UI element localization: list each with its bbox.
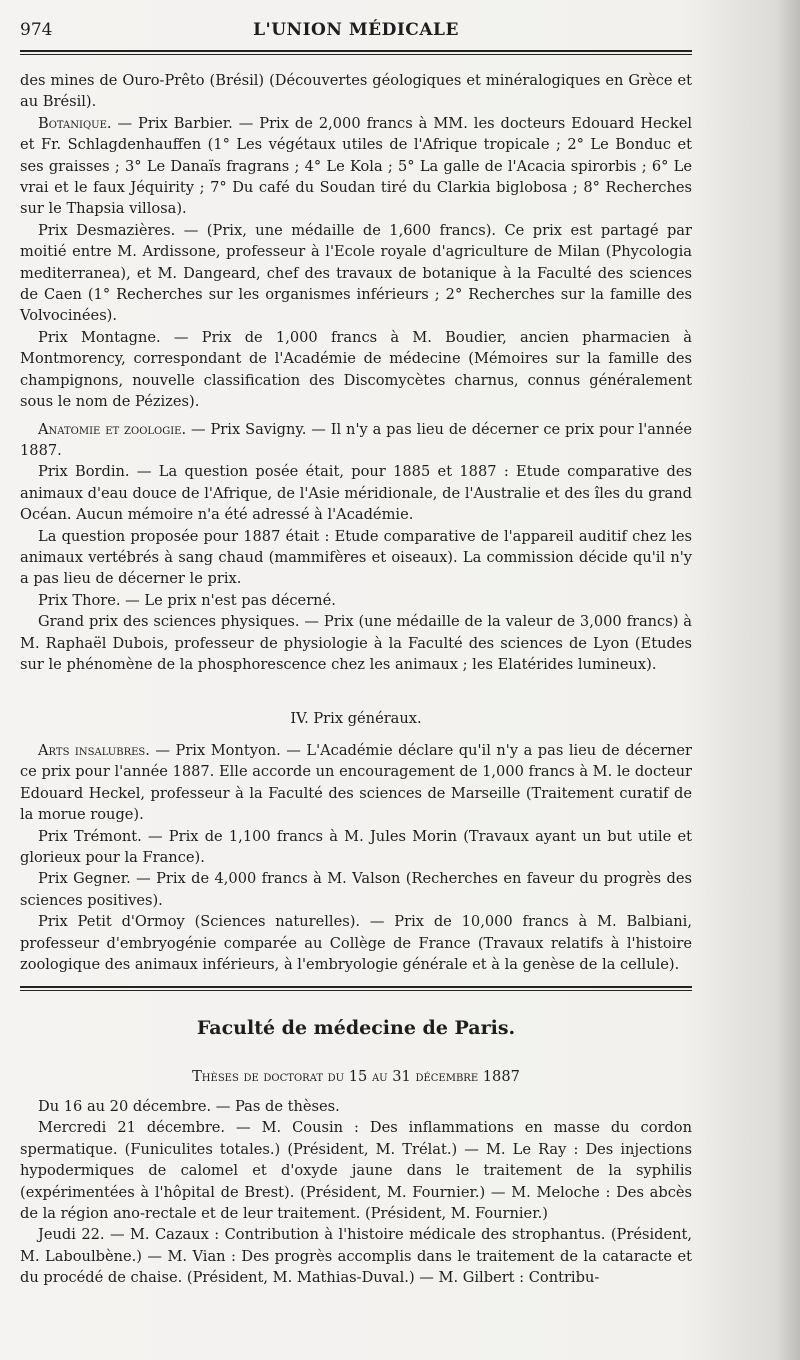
paragraph-anatomie: Anatomie et zoologie. — Prix Savigny. — Il n'y a pas lieu de décerner ce prix pour l'année 1887. [20,420,692,459]
paragraph-montagne: Prix Montagne. — Prix de 1,000 francs à M. Boudier, ancien pharmacien à Montmorency, correspondant de l'Académie de médecine (Mémoires sur la famille des champignons, nouvelle classification des Discomycètes charnus, connus généralement sous le nom de Pézizes). [20,328,692,411]
paragraph-botanique: Botanique. — Prix Barbier. — Prix de 2,000 francs à MM. les docteurs Edouard Heckel et Fr. Schlagdenhauffen (1° Les végétaux utiles de l'Afrique tropicale ; 2° Le Bonduc et ses graisses ; 3° Le Danaïs fragrans ; 4° Le Kola ; 5° La galle de l'Acacia spirorbis ; 6° Le vrai et le faux Jéquirity ; 7° Du café du Soudan tiré du Clarkia biglobosa ; 8° Recherches sur le Thapsia villosa). [20,114,692,218]
section-divider-rule [20,986,692,991]
paragraph-ormoy: Prix Petit d'Ormoy (Sciences naturelles). — Prix de 10,000 francs à M. Balbiani, professeur d'embryogénie comparée au Collège de France (Travaux relatifs à l'histoire zoologique des animaux inférieurs, à l'embryologie générale et à la genèse de la cellule). [20,913,692,974]
page-header [20,18,692,44]
running-title: L'UNION MÉDICALE [253,20,459,40]
faculte-title: Faculté de médecine de Paris. [196,1017,516,1039]
body-top [20,70,692,675]
body-faculte [20,1096,692,1289]
paragraph-thore: Prix Thore. — Le prix n'est pas décerné. [38,591,336,609]
paragraph-grand-prix: Grand prix des sciences physiques. — Prix (une médaille de la valeur de 3,000 francs) à M. Raphaël Dubois, professeur de physiologie à la Faculté des sciences de Lyon (Etudes sur le phénomène de la phosphorescence chez les animaux ; les Elatérides lumineux). [20,613,692,673]
paragraph-question: La question proposée pour 1887 était : Etude comparative de l'appareil auditif chez les animaux vertébrés à sang chaud (mammifères et oiseaux). La commission décide qu'il n'y a pas lieu de décerner le prix. [20,527,692,588]
paragraph-mines: des mines de Ouro-Prêto (Brésil) (Découvertes géologiques et minéralogiques en Grèce et au Brésil). [20,72,692,111]
paragraph-gegner: Prix Gegner. — Prix de 4,000 francs à M. Valson (Recherches en faveur du progrès des sciences positives). [20,870,692,909]
paragraph-16-20-dec: Du 16 au 20 décembre. — Pas de thèses. [38,1098,340,1115]
paragraph-21-dec: Mercredi 21 décembre. — M. Cousin : Des inflammations en masse du cordon spermatique. (Funiculites totales.) (Président, M. Trélat.) — M. Le Ray : Des injections hypodermiques de calomel et d'oxyde jaune dans le traitement de la syphilis (expérimentées à l'hôpital de Brest). (Président, M. Fournier.) — M. Meloche : Des abcès de la région ano-rectale et de leur traitement. (Président, M. Fournier.) [20,1119,692,1223]
section-label-anatomie: Anatomie et zoologie. [38,420,187,438]
paragraph-tremont: Prix Trémont. — Prix de 1,100 francs à M. Jules Morin (Travaux ayant un but utile et glorieux pour la France). [20,827,692,867]
section-label-arts: Arts insalubres. [38,742,150,759]
paragraph-22-dec: Jeudi 22. — M. Cazaux : Contribution à l'histoire médicale des strophantus. (Président, M. Laboulbène.) — M. Vian : Des progrès accomplis dans le traitement de la cataracte et du procédé de chaise. (Président, M. Mathias-Duval.) — M. Gilbert : Contribu- [20,1226,692,1287]
body-section4 [20,740,692,975]
paragraph-arts-insalubres: Arts insalubres. — Prix Montyon. — L'Académie déclare qu'il n'y a pas lieu de décerner ce prix pour l'année 1887. Elle accorde un encouragement de 1,000 francs à M. le docteur Edouard Heckel, professeur à la Faculté des sciences de Marseille (Traitement curatif de la morue rouge). [20,742,693,824]
header-rule [20,50,692,55]
section-heading-prix-generaux: IV. Prix généraux. [290,710,422,727]
section-label-botanique: Botanique. [38,114,112,132]
paragraph-desmazieres: Prix Desmazières. — (Prix, une médaille de 1,600 francs). Ce prix est partagé par moitié entre M. Ardissone, professeur à l'Ecole royale d'agriculture de Milan (Phycologia mediterranea), et M. Dangeard, chef des travaux de botanique à la Faculté des sciences de Caen (1° Recherches sur les organismes inférieurs ; 2° Recherches sur la famille des Volvocinées). [20,221,692,325]
paragraph-bordin: Prix Bordin. — La question posée était, pour 1885 et 1887 : Etude comparative des animaux d'eau douce de l'Afrique, de l'Asie méridionale, de l'Australie et des îles du grand Océan. Aucun mémoire n'a été adressé à l'Académie. [20,463,692,524]
page-number: 974 [20,20,53,40]
theses-subtitle: Thèses de doctorat du 15 au 31 décembre 1887 [192,1068,520,1085]
